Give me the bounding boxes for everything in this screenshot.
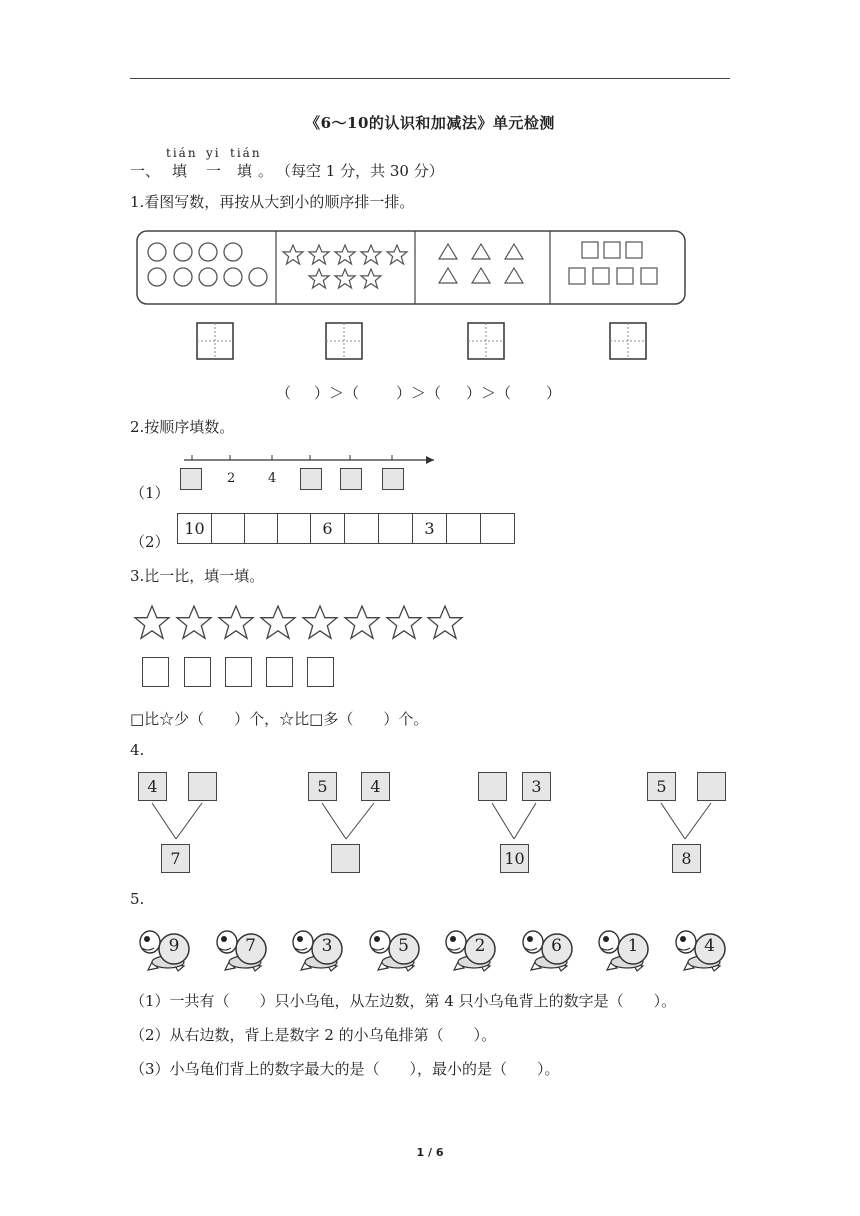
decompose-group-2 [308, 772, 478, 877]
turtle-number: 2 [474, 936, 486, 956]
section-number: 一、 [130, 162, 161, 180]
turtle [674, 924, 732, 978]
circle-icon [199, 243, 217, 261]
number-line-blank-1[interactable] [180, 468, 202, 490]
sequence-cell[interactable]: 10 [177, 513, 212, 544]
star-icon [335, 269, 355, 288]
square-icon [617, 268, 633, 284]
turtle [597, 924, 655, 978]
triangle-icon [472, 244, 490, 259]
star-icon [283, 245, 303, 264]
branch-lines [478, 801, 558, 846]
decompose-right-box[interactable]: 3 [522, 772, 551, 801]
square-icon [184, 657, 211, 687]
number-line-label-4: 4 [268, 471, 277, 486]
section-char-4: 。 [258, 162, 274, 180]
section-char-3: 填 [237, 162, 253, 180]
section-char-2: 一 [206, 162, 222, 180]
triangle-icon [505, 268, 523, 283]
decompose-right-box[interactable]: 4 [361, 772, 390, 801]
turtle-row [138, 924, 728, 974]
stars-group [283, 245, 407, 288]
decompose-left-box[interactable] [478, 772, 507, 801]
number-line-blank-3[interactable] [340, 468, 362, 490]
number-line-label-2: 2 [227, 471, 236, 486]
circles-group [148, 243, 267, 286]
turtle [368, 924, 426, 978]
q2-part2-label: （2） [130, 533, 170, 551]
q5-line-1: （1）一共有（ ）只小乌龟，从左边数，第 4 只小乌龟背上的数字是（ ）。 [130, 992, 677, 1010]
circle-icon [148, 243, 166, 261]
section-char-1: 填 [172, 162, 188, 180]
number-line-blank-2[interactable] [300, 468, 322, 490]
square-icon [266, 657, 293, 687]
star-icon [261, 606, 295, 638]
pinyin-tian-1: tián [166, 146, 198, 160]
star-icon [309, 245, 329, 264]
turtle-number: 1 [627, 936, 639, 956]
sequence-cell[interactable]: 6 [310, 513, 345, 544]
sequence-cell[interactable] [244, 513, 278, 544]
q3-stars-row [132, 603, 468, 643]
star-icon [345, 606, 379, 638]
square-icon [225, 657, 252, 687]
sequence-cell[interactable] [344, 513, 379, 544]
pinyin-tian-2: tián [230, 146, 262, 160]
question-2-text: 2.按顺序填数。 [130, 418, 235, 436]
turtle-number: 3 [321, 936, 333, 956]
compare-paren-2: ）＞（ [314, 384, 360, 402]
turtle-number: 5 [398, 936, 409, 956]
q5-line-3: （3）小乌龟们背上的数字最大的是（ ），最小的是（ ）。 [130, 1060, 560, 1078]
question-5-text: 5. [130, 890, 145, 908]
sequence-cell[interactable] [277, 513, 311, 544]
circle-icon [224, 243, 242, 261]
sequence-cell[interactable]: 3 [412, 513, 447, 544]
square-icon [626, 242, 642, 258]
turtle-number: 9 [168, 936, 180, 956]
triangles-group [439, 244, 523, 283]
star-icon [309, 269, 329, 288]
decompose-right-box[interactable] [188, 772, 217, 801]
triangle-icon [505, 244, 523, 259]
arrow-icon [426, 456, 434, 464]
answer-grid-stars[interactable] [325, 322, 365, 362]
star-icon [428, 606, 462, 638]
decompose-left-box[interactable]: 5 [647, 772, 676, 801]
decompose-left-box[interactable]: 5 [308, 772, 337, 801]
q1-picture-panel [136, 228, 688, 308]
question-3-text: 3.比一比，填一填。 [130, 567, 265, 585]
decompose-group-1 [138, 772, 308, 877]
decompose-group-3 [478, 772, 648, 877]
number-line-blank-4[interactable] [382, 468, 404, 490]
pinyin-yi: yi [206, 146, 221, 160]
square-icon [569, 268, 585, 284]
turtle [215, 924, 273, 978]
circle-icon [199, 268, 217, 286]
star-icon [219, 606, 253, 638]
decompose-total-box[interactable]: 10 [500, 844, 529, 873]
question-4-text: 4. [130, 741, 145, 759]
square-icon [307, 657, 334, 687]
circle-icon [174, 243, 192, 261]
header-rule [130, 78, 730, 79]
turtle-number: 4 [704, 936, 715, 956]
triangle-icon [472, 268, 490, 283]
q2-part1-label: （1） [130, 484, 170, 502]
sequence-cell[interactable] [378, 513, 413, 544]
star-icon [361, 269, 381, 288]
squares-group [569, 242, 657, 284]
sequence-row [177, 513, 515, 544]
star-icon [335, 245, 355, 264]
circle-icon [174, 268, 192, 286]
page-title: 《6～10的认识和加减法》单元检测 [305, 114, 555, 132]
question-1-text: 1.看图写数，再按从大到小的顺序排一排。 [130, 193, 415, 211]
q5-line-2: （2）从右边数，背上是数字 2 的小乌龟排第（ ）。 [130, 1026, 497, 1044]
square-icon [582, 242, 598, 258]
compare-paren-1: （ [276, 384, 292, 402]
sequence-cell[interactable] [211, 513, 245, 544]
turtle [138, 924, 196, 978]
branch-lines [138, 801, 218, 846]
branch-lines [647, 801, 727, 846]
square-icon [593, 268, 609, 284]
q3-fill-in: □比☆少（ ）个，☆比□多（ ）个。 [130, 710, 429, 728]
section-score: （每空 1 分，共 30 分） [276, 162, 444, 180]
compare-paren-5: ） [546, 384, 562, 402]
star-icon [177, 606, 211, 638]
circle-icon [148, 268, 166, 286]
decompose-total-box[interactable]: 7 [161, 844, 190, 873]
answer-grid-triangles[interactable] [467, 322, 507, 362]
answer-grid-squares[interactable] [609, 322, 649, 362]
decompose-right-box[interactable] [697, 772, 726, 801]
square-icon [142, 657, 169, 687]
compare-paren-4: ）＞（ [466, 384, 512, 402]
circle-icon [224, 268, 242, 286]
star-icon [361, 245, 381, 264]
sequence-cell[interactable] [446, 513, 481, 544]
answer-grid-circles[interactable] [196, 322, 236, 362]
turtle [444, 924, 502, 978]
star-icon [303, 606, 337, 638]
page-number: 1 / 6 [416, 1146, 444, 1159]
sequence-cell[interactable] [480, 513, 515, 544]
decompose-group-4 [647, 772, 817, 877]
triangle-icon [439, 268, 457, 283]
compare-paren-3: ）＞（ [396, 384, 442, 402]
square-icon [641, 268, 657, 284]
circle-icon [249, 268, 267, 286]
star-icon [387, 606, 421, 638]
triangle-icon [439, 244, 457, 259]
decompose-left-box[interactable]: 4 [138, 772, 167, 801]
star-icon [387, 245, 407, 264]
decompose-total-box[interactable]: 8 [672, 844, 701, 873]
star-icon [135, 606, 169, 638]
decompose-total-box[interactable] [331, 844, 360, 873]
branch-lines [308, 801, 390, 846]
turtle [291, 924, 349, 978]
turtle-number: 6 [551, 936, 562, 956]
turtle [521, 924, 579, 978]
turtle-number: 7 [245, 936, 256, 956]
square-icon [604, 242, 620, 258]
